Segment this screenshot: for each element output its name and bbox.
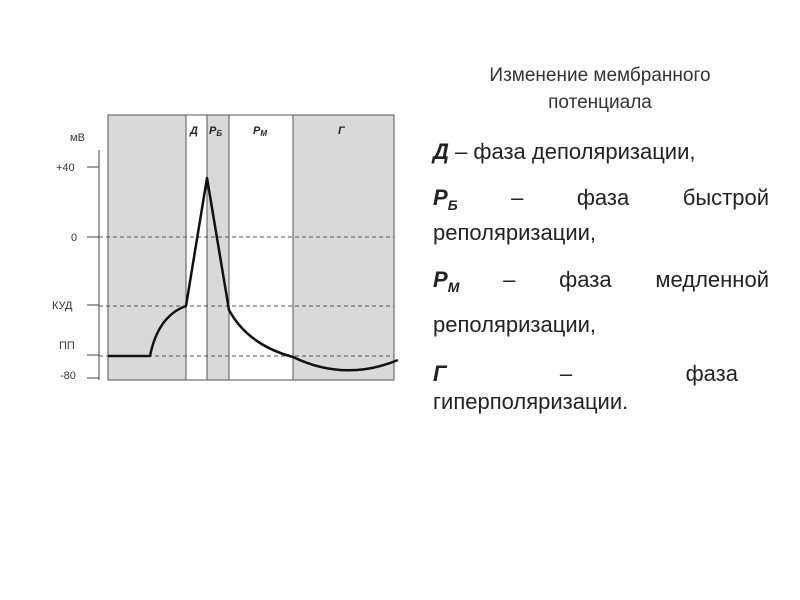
rb-word-2: быстрой [682, 185, 769, 210]
y-label-0: 0 [71, 232, 78, 244]
definition-g-line2: гиперполяризации. [433, 389, 629, 414]
definition-d [433, 138, 769, 166]
action-potential-diagram [0, 0, 410, 400]
definition-rm-line2: реполяризации, [433, 312, 597, 337]
phase-zone-pre [108, 115, 186, 380]
y-label-80: -80 [60, 370, 76, 382]
y-label-pp: ПП [59, 340, 75, 352]
abbr-rm: $Р_М$ [433, 267, 460, 295]
y-unit-label: мВ [70, 132, 85, 144]
g-dash: – [559, 361, 573, 386]
g-word-1: фаза [685, 361, 738, 386]
rm-word-2: медленной [655, 267, 769, 292]
abbr-g: Г [433, 361, 447, 386]
definition-rb-line1 [433, 184, 769, 219]
definition-rb-line2: реполяризации, [433, 220, 597, 245]
phase-label-rb: РБ [209, 125, 223, 138]
rb-dash: – [511, 185, 524, 210]
definition-rm-line1 [433, 266, 769, 301]
rm-word-1: фаза [559, 267, 612, 292]
y-label-kud: КУД [52, 300, 73, 312]
definition-d-text: – фаза деполяризации, [448, 139, 696, 164]
y-label-40: +40 [56, 162, 75, 174]
title-line-1: Изменение мембранного [489, 65, 711, 86]
phase-zone-g [293, 115, 394, 380]
phase-zone-rm [229, 115, 293, 380]
definition-g-line1 [433, 360, 738, 388]
rm-dash: – [503, 267, 516, 292]
page-title [430, 62, 770, 116]
phase-label-d: Д [190, 125, 198, 137]
rb-word-1: фаза [576, 185, 630, 210]
title-line-2: потенциала [548, 92, 652, 113]
phase-label-rm: РМ [253, 125, 268, 138]
phase-label-g: Г [338, 125, 345, 137]
abbr-d: Д [433, 139, 449, 164]
definition-rb [433, 184, 769, 247]
abbr-rb: $Р_Б$ [433, 185, 458, 213]
definition-g [433, 360, 738, 416]
definition-rm [433, 266, 769, 339]
